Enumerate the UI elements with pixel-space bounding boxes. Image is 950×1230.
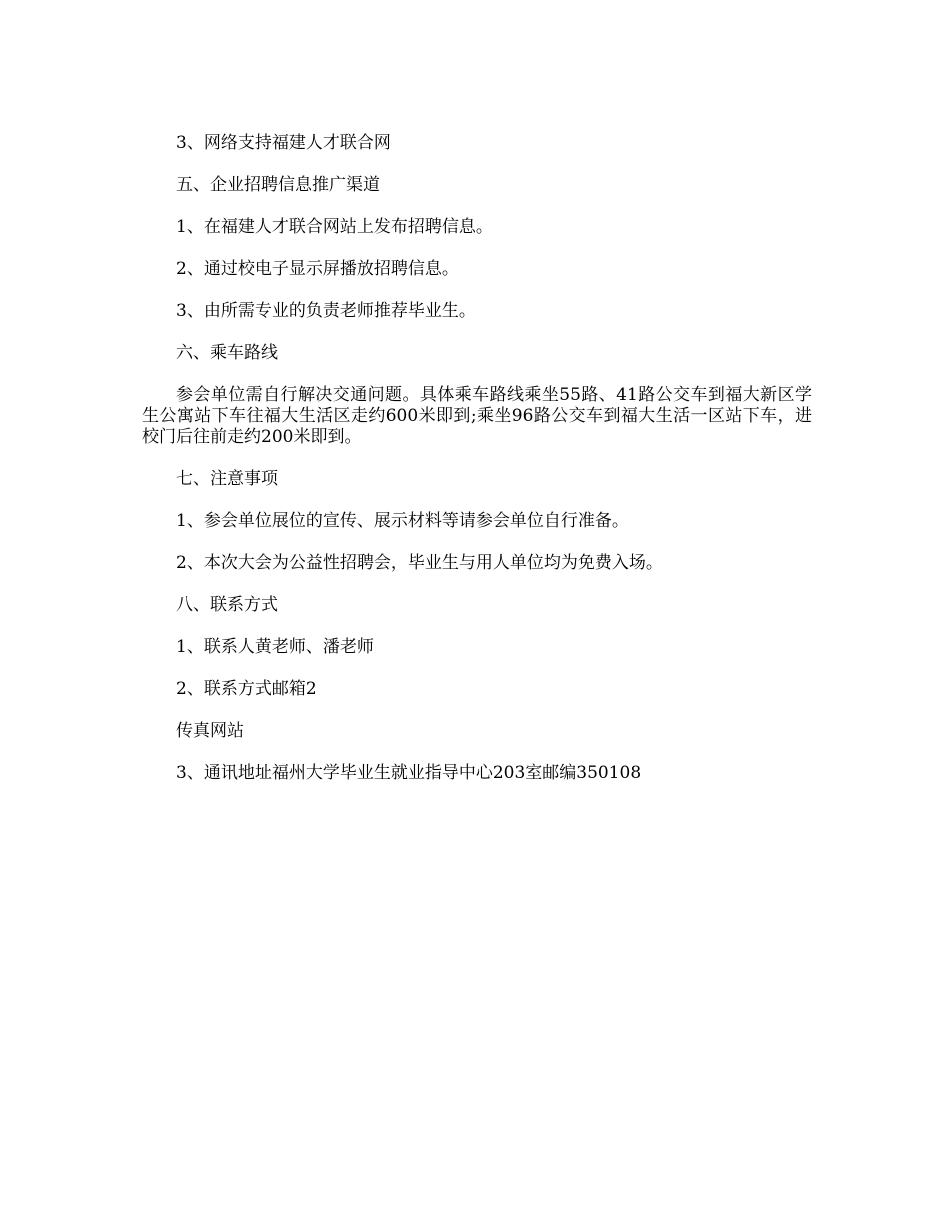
section-heading-bus-route: 六、乘车路线: [176, 343, 278, 363]
notes-item-2: 2、本次大会为公益性招聘会，毕业生与用人单位均为免费入场。: [176, 553, 663, 573]
section-heading-contact: 八、联系方式: [176, 595, 278, 615]
notes-item-1: 1、参会单位展位的宣传、展示材料等请参会单位自行准备。: [176, 511, 629, 531]
contact-email: 2、联系方式邮箱2: [176, 679, 317, 699]
contact-address: 3、通讯地址福州大学毕业生就业指导中心203室邮编350108: [176, 763, 642, 783]
promotion-item-1: 1、在福建人才联合网站上发布招聘信息。: [176, 217, 493, 237]
section-heading-notes: 七、注意事项: [176, 469, 278, 489]
section-heading-promotion-channels: 五、企业招聘信息推广渠道: [176, 175, 380, 195]
contact-fax-website: 传真网站: [176, 721, 244, 741]
promotion-item-2: 2、通过校电子显示屏播放招聘信息。: [176, 259, 459, 279]
contact-person: 1、联系人黄老师、潘老师: [176, 637, 374, 657]
bus-route-paragraph: 参会单位需自行解决交通问题。具体乘车路线乘坐55路、41路公交车到福大新区学生公寓站下车往福大生活区走约600米即到;乘坐96路公交车到福大生活一区站下车，进校门后往前走约200米即到。: [142, 385, 812, 447]
document-body: [142, 133, 812, 805]
promotion-item-3: 3、由所需专业的负责老师推荐毕业生。: [176, 301, 476, 321]
network-support-line: 3、网络支持福建人才联合网: [176, 133, 391, 153]
